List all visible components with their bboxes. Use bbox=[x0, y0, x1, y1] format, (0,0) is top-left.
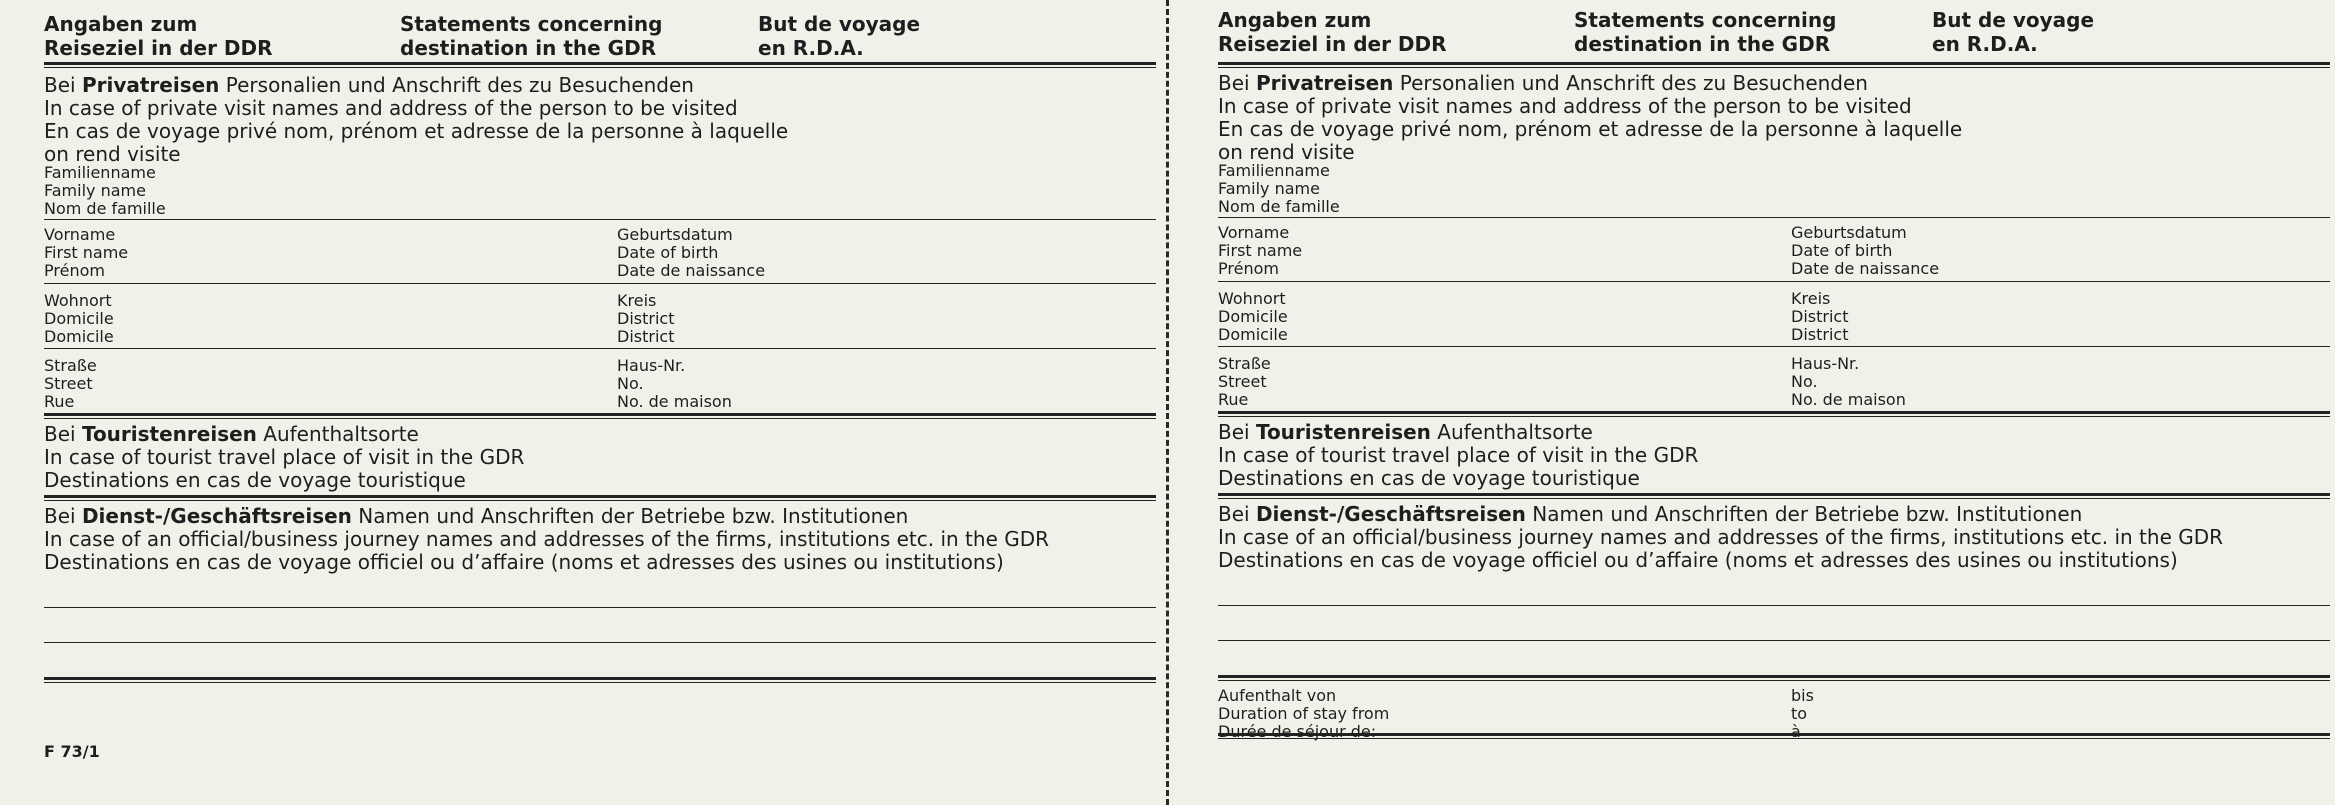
house-number-field[interactable]: Haus-Nr. No. No. de maison bbox=[617, 356, 732, 411]
form-header bbox=[44, 0, 1156, 62]
birth-date-field[interactable]: Geburtsdatum Date of birth Date de naissance bbox=[617, 225, 766, 280]
header-german: Angaben zum Reiseziel in der DDR bbox=[44, 12, 273, 60]
stay-to-field[interactable]: bis to à bbox=[1791, 686, 1814, 741]
header-german: Angaben zum Reiseziel in der DDR bbox=[1218, 8, 1447, 56]
district-field[interactable]: Kreis District District bbox=[1791, 289, 1849, 344]
street-row bbox=[44, 349, 1156, 413]
header-french: But de voyage en R.D.A. bbox=[758, 12, 921, 60]
family-name-field[interactable]: Familienname Family name Nom de famille bbox=[1218, 161, 1340, 216]
domicile-field[interactable]: Wohnort Domicile Domicile bbox=[1218, 289, 1288, 344]
domicile-field[interactable]: Wohnort Domicile Domicile bbox=[44, 291, 114, 346]
first-name-field[interactable]: Vorname First name Prénom bbox=[1218, 223, 1303, 278]
business-entry-line-2[interactable] bbox=[44, 608, 1156, 642]
header-french: But de voyage en R.D.A. bbox=[1932, 8, 2095, 56]
business-entry-line-1[interactable] bbox=[1218, 571, 2330, 605]
divider bbox=[44, 677, 1156, 683]
header-english: Statements concerning destination in the GDR bbox=[1574, 8, 1837, 56]
header-english: Statements concerning destination in the GDR bbox=[400, 12, 663, 60]
first-name-row bbox=[1218, 218, 2330, 281]
form-code: F 73/1 bbox=[44, 742, 100, 761]
form-page-left bbox=[44, 0, 1156, 805]
street-field[interactable]: Straße Street Rue bbox=[44, 356, 97, 411]
district-field[interactable]: Kreis District District bbox=[617, 291, 675, 346]
street-field[interactable]: Straße Street Rue bbox=[1218, 354, 1271, 409]
business-section: Bei Dienst-/Geschäftsreisen Namen und Anschriften der Betriebe bzw. Institutionen In case of an official/business journey names and addresses of the firms, institutions etc. in the GDR Destinations en cas de voyage officiel ou d’affaire (noms et adresses des usines ou institutions) bbox=[1218, 502, 2224, 572]
street-row bbox=[1218, 347, 2330, 411]
form-header bbox=[1218, 0, 2330, 62]
first-name-row bbox=[44, 220, 1156, 283]
form-page-right bbox=[1218, 0, 2330, 805]
stay-duration-row bbox=[1218, 681, 2330, 741]
perforation-line bbox=[1166, 0, 1169, 805]
business-entry-line-1[interactable] bbox=[44, 573, 1156, 607]
family-name-field[interactable]: Familienname Family name Nom de famille bbox=[44, 163, 166, 218]
tourist-section[interactable]: Bei Touristenreisen Aufenthaltsorte In case of tourist travel place of visit in the GDR Destinations en cas de voyage touristique bbox=[1218, 420, 1699, 490]
business-entry-line-2[interactable] bbox=[1218, 606, 2330, 640]
private-section-heading: Bei Privatreisen Personalien und Anschrift des zu Besuchenden In case of private visit names and address of the person to be visited En cas de voyage privé nom, prénom et adresse de la personne à laquelle on rend visite bbox=[44, 73, 789, 166]
stay-from-field[interactable]: Aufenthalt von Duration of stay from Durée de séjour de: bbox=[1218, 686, 1390, 741]
private-section-heading: Bei Privatreisen Personalien und Anschrift des zu Besuchenden In case of private visit names and address of the person to be visited En cas de voyage privé nom, prénom et adresse de la personne à laquelle on rend visite bbox=[1218, 71, 1963, 164]
domicile-row bbox=[44, 284, 1156, 348]
birth-date-field[interactable]: Geburtsdatum Date of birth Date de naissance bbox=[1791, 223, 1940, 278]
first-name-field[interactable]: Vorname First name Prénom bbox=[44, 225, 129, 280]
domicile-row bbox=[1218, 282, 2330, 346]
business-section: Bei Dienst-/Geschäftsreisen Namen und Anschriften der Betriebe bzw. Institutionen In case of an official/business journey names and addresses of the firms, institutions etc. in the GDR Destinations en cas de voyage officiel ou d’affaire (noms et adresses des usines ou institutions) bbox=[44, 504, 1050, 574]
tourist-section[interactable]: Bei Touristenreisen Aufenthaltsorte In case of tourist travel place of visit in the GDR Destinations en cas de voyage touristique bbox=[44, 422, 525, 492]
house-number-field[interactable]: Haus-Nr. No. No. de maison bbox=[1791, 354, 1906, 409]
